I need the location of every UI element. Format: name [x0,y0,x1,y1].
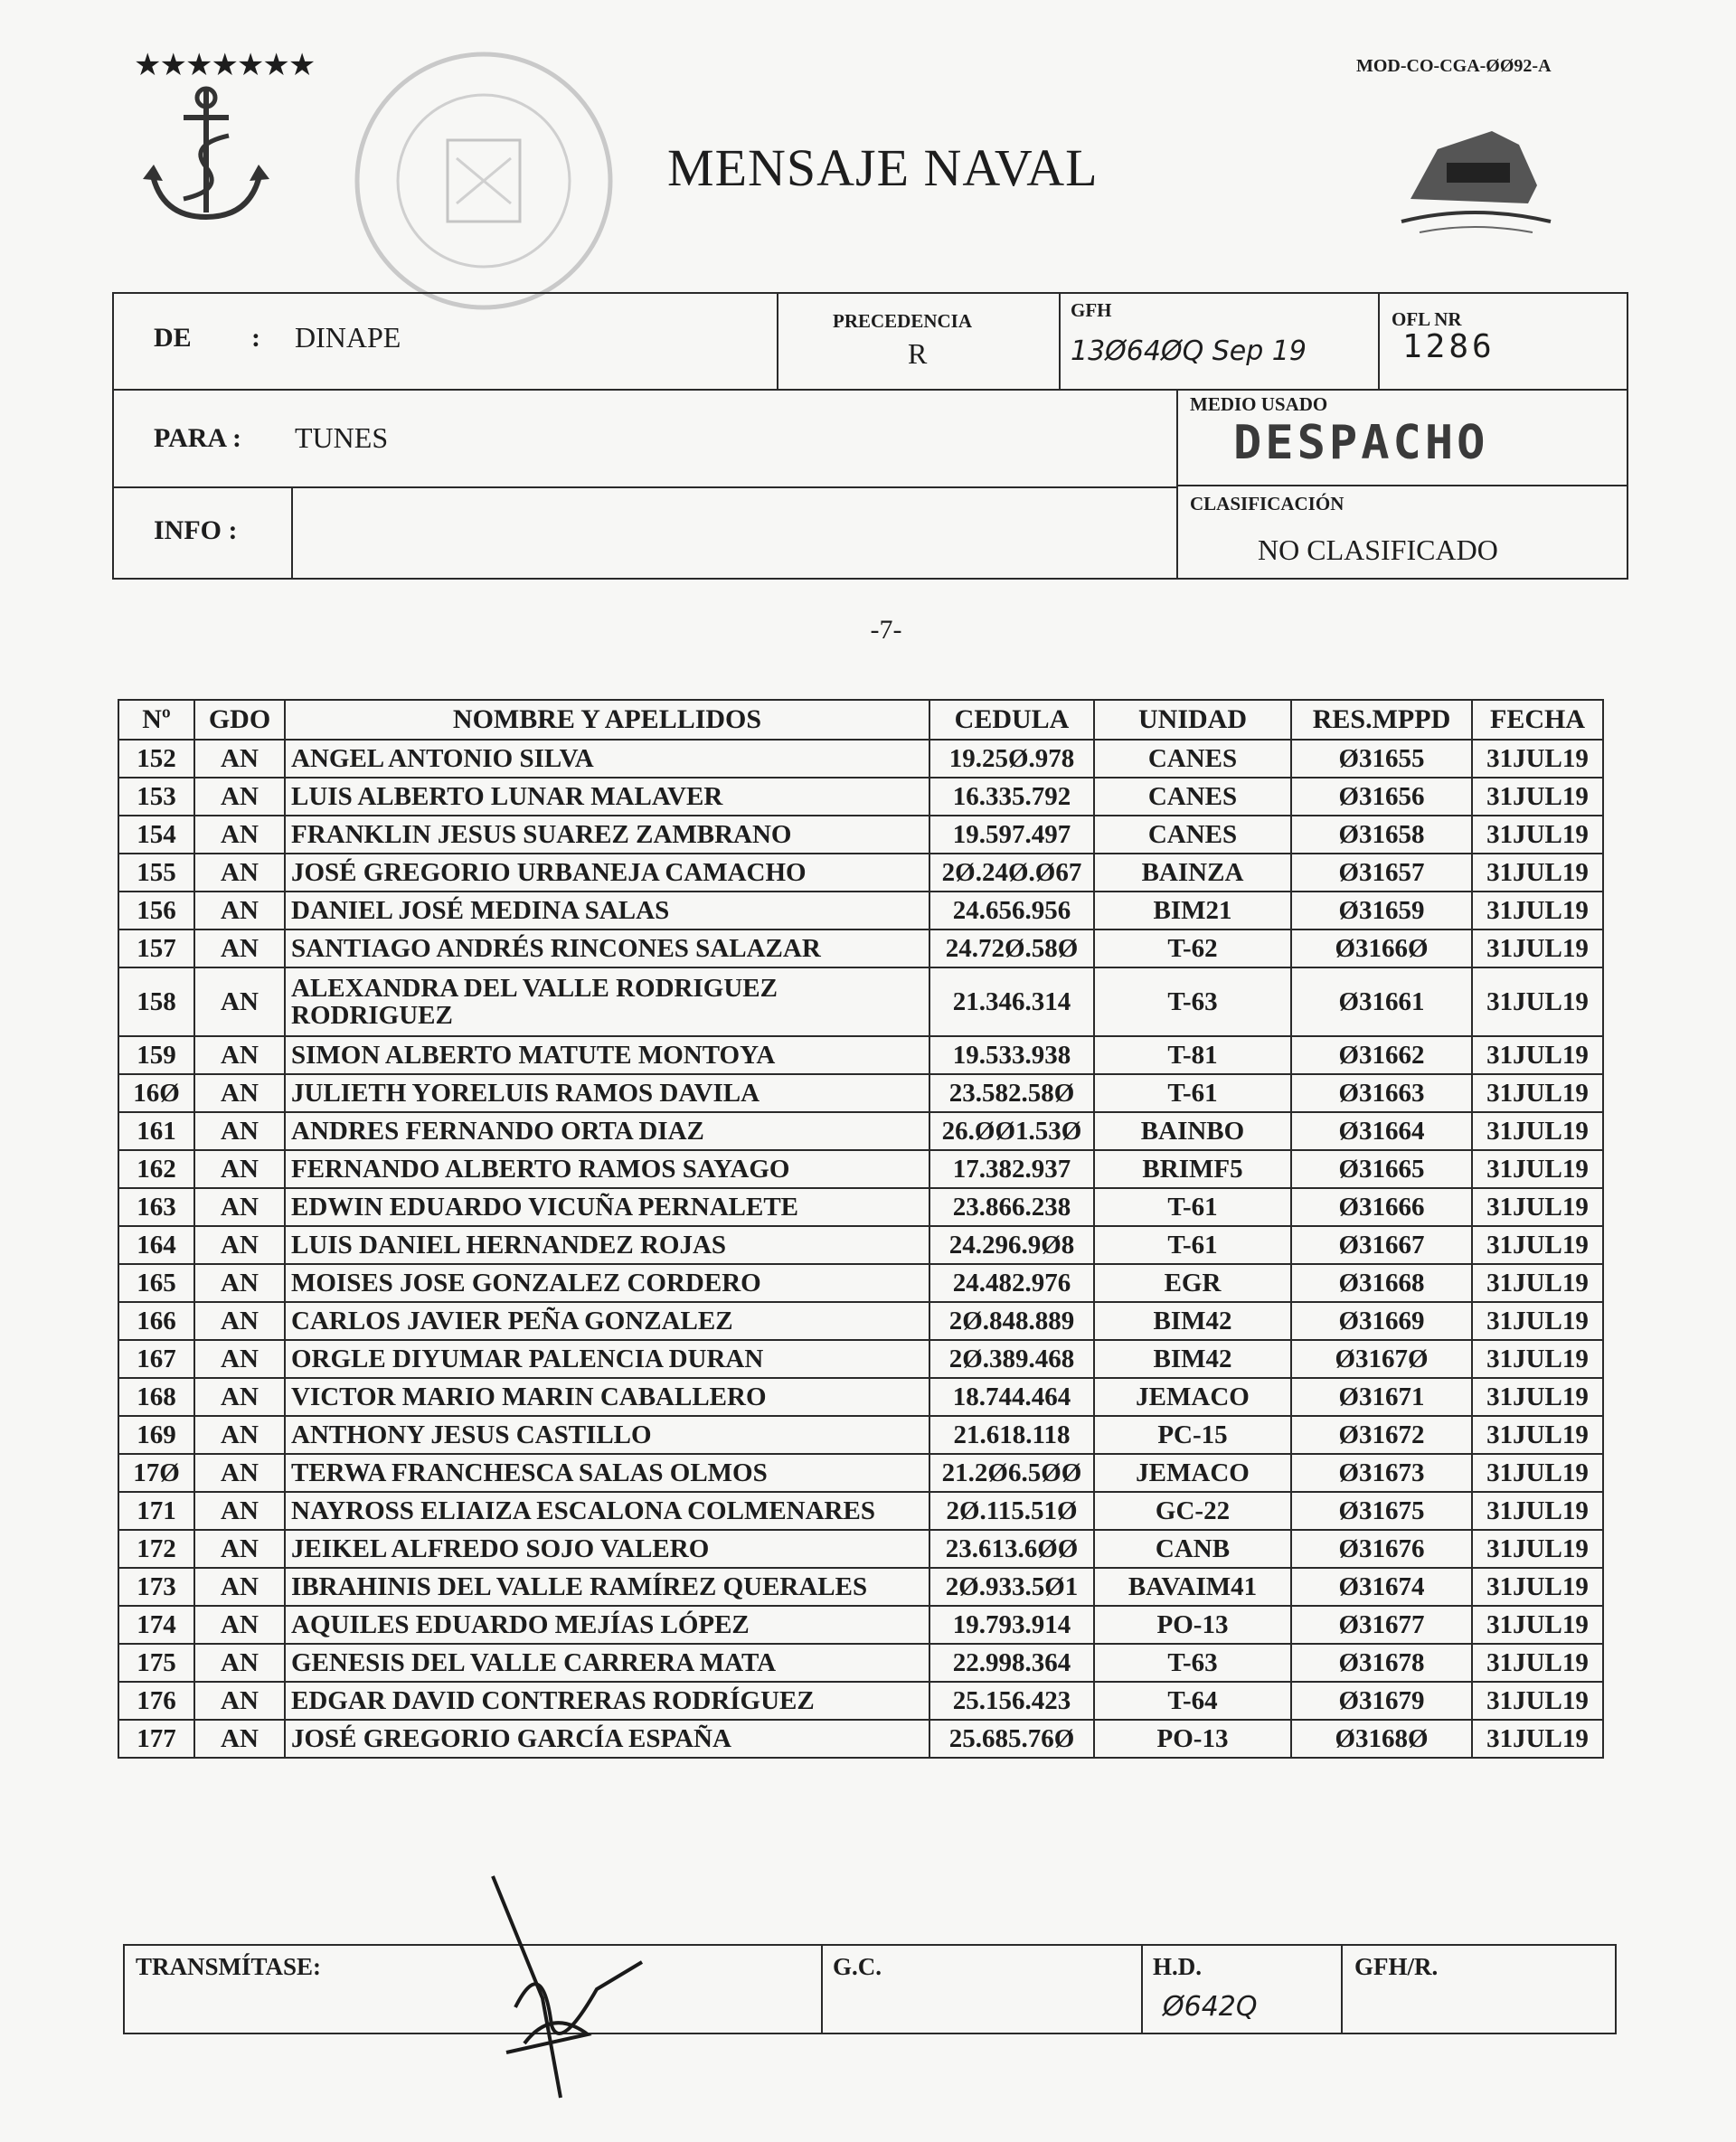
row-unit: T-61 [1094,1074,1291,1112]
row-date: 31JUL19 [1472,1264,1603,1302]
message-header-form [112,292,1628,580]
table-row [118,816,1603,854]
row-unit: BIM21 [1094,892,1291,929]
row-name: DANIEL JOSÉ MEDINA SALAS [285,892,929,929]
header-number: Nº [118,700,194,740]
row-name: JOSÉ GREGORIO GARCÍA ESPAÑA [285,1720,929,1758]
row-grade: AN [194,1340,285,1378]
row-grade: AN [194,854,285,892]
row-cedula: 23.582.58Ø [929,1074,1094,1112]
document-code: MOD-CO-CGA-ØØ92-A [1356,56,1552,76]
row-grade: AN [194,1530,285,1568]
document-title: MENSAJE NAVAL [667,138,1099,197]
row-date: 31JUL19 [1472,1606,1603,1644]
row-cedula: 21.618.118 [929,1416,1094,1454]
table-row [118,854,1603,892]
row-unit: BAINBO [1094,1112,1291,1150]
row-cedula: 19.793.914 [929,1606,1094,1644]
row-resolution: Ø31671 [1291,1378,1472,1416]
row-number: 152 [118,740,194,778]
row-grade: AN [194,740,285,778]
header-unit: UNIDAD [1094,700,1291,740]
row-grade: AN [194,892,285,929]
gc-label: G.C. [833,1953,882,1980]
table-row [118,1568,1603,1606]
row-date: 31JUL19 [1472,1188,1603,1226]
row-resolution: Ø31666 [1291,1188,1472,1226]
row-resolution: Ø31667 [1291,1226,1472,1264]
ofl-nr-label: OFL NR [1392,308,1462,330]
row-unit: PO-13 [1094,1606,1291,1644]
row-number: 175 [118,1644,194,1682]
row-grade: AN [194,1644,285,1682]
row-resolution: Ø31675 [1291,1492,1472,1530]
row-unit: T-61 [1094,1188,1291,1226]
row-name: NAYROSS ELIAIZA ESCALONA COLMENARES [285,1492,929,1530]
row-grade: AN [194,1264,285,1302]
header-cedula: CEDULA [929,700,1094,740]
row-unit: T-81 [1094,1036,1291,1074]
row-resolution: Ø31655 [1291,740,1472,778]
row-number: 173 [118,1568,194,1606]
gfh-value: 13Ø64ØQ Sep 19 [1071,335,1307,367]
row-cedula: 2Ø.389.468 [929,1340,1094,1378]
row-number: 169 [118,1416,194,1454]
row-name: MOISES JOSE GONZALEZ CORDERO [285,1264,929,1302]
row-grade: AN [194,1112,285,1150]
row-unit: BIM42 [1094,1302,1291,1340]
ofl-nr-value: 1286 [1402,328,1495,365]
row-resolution: Ø31662 [1291,1036,1472,1074]
row-cedula: 21.346.314 [929,967,1094,1036]
row-number: 176 [118,1682,194,1720]
row-cedula: 19.533.938 [929,1036,1094,1074]
row-grade: AN [194,1188,285,1226]
row-cedula: 22.998.364 [929,1644,1094,1682]
row-date: 31JUL19 [1472,1074,1603,1112]
row-cedula: 2Ø.933.5Ø1 [929,1568,1094,1606]
para-label: PARA : [154,423,241,453]
medio-usado-stamp: DESPACHO [1233,416,1489,470]
clasificacion-label: CLASIFICACIÓN [1190,493,1344,514]
row-cedula: 24.656.956 [929,892,1094,929]
row-resolution: Ø31679 [1291,1682,1472,1720]
row-number: 172 [118,1530,194,1568]
row-resolution: Ø31673 [1291,1454,1472,1492]
row-resolution: Ø31659 [1291,892,1472,929]
table-row [118,1150,1603,1188]
row-cedula: 23.613.6ØØ [929,1530,1094,1568]
header-grade: GDO [194,700,285,740]
row-date: 31JUL19 [1472,1302,1603,1340]
row-number: 16Ø [118,1074,194,1112]
row-name: VICTOR MARIO MARIN CABALLERO [285,1378,929,1416]
personnel-table [118,699,1604,1759]
row-date: 31JUL19 [1472,1568,1603,1606]
row-unit: T-63 [1094,1644,1291,1682]
row-grade: AN [194,1454,285,1492]
clasificacion-value: NO CLASIFICADO [1258,533,1498,566]
row-date: 31JUL19 [1472,1720,1603,1758]
hd-value: Ø642Q [1163,1991,1258,2023]
row-number: 159 [118,1036,194,1074]
row-resolution: Ø31665 [1291,1150,1472,1188]
row-name: ANGEL ANTONIO SILVA [285,740,929,778]
row-resolution: Ø3166Ø [1291,929,1472,967]
row-unit: PO-13 [1094,1720,1291,1758]
gfhr-label: GFH/R. [1354,1953,1439,1980]
table-row [118,1264,1603,1302]
header-name: NOMBRE Y APELLIDOS [285,700,929,740]
row-grade: AN [194,1568,285,1606]
table-row [118,1644,1603,1682]
row-cedula: 18.744.464 [929,1378,1094,1416]
row-unit: T-62 [1094,929,1291,967]
row-number: 162 [118,1150,194,1188]
row-number: 161 [118,1112,194,1150]
row-unit: BAINZA [1094,854,1291,892]
row-name: LUIS DANIEL HERNANDEZ ROJAS [285,1226,929,1264]
row-resolution: Ø3167Ø [1291,1340,1472,1378]
row-grade: AN [194,816,285,854]
official-stamp [348,45,619,316]
row-unit: BAVAIM41 [1094,1568,1291,1606]
row-unit: T-63 [1094,967,1291,1036]
row-name: ALEXANDRA DEL VALLE RODRIGUEZ RODRIGUEZ [285,967,929,1036]
row-cedula: 17.382.937 [929,1150,1094,1188]
row-resolution: Ø31658 [1291,816,1472,854]
table-row [118,1188,1603,1226]
de-value: DINAPE [295,321,401,354]
row-name: GENESIS DEL VALLE CARRERA MATA [285,1644,929,1682]
row-resolution: Ø31672 [1291,1416,1472,1454]
row-date: 31JUL19 [1472,929,1603,967]
row-number: 158 [118,967,194,1036]
row-grade: AN [194,1226,285,1264]
row-unit: T-61 [1094,1226,1291,1264]
row-number: 168 [118,1378,194,1416]
row-resolution: Ø31678 [1291,1644,1472,1682]
handwritten-signature [488,1872,651,2116]
row-name: IBRAHINIS DEL VALLE RAMÍREZ QUERALES [285,1568,929,1606]
row-cedula: 24.482.976 [929,1264,1094,1302]
table-row [118,1112,1603,1150]
row-unit: T-64 [1094,1682,1291,1720]
row-unit: CANB [1094,1530,1291,1568]
row-resolution: Ø31664 [1291,1112,1472,1150]
row-name: AQUILES EDUARDO MEJÍAS LÓPEZ [285,1606,929,1644]
de-colon: : [251,323,260,353]
row-number: 156 [118,892,194,929]
row-resolution: Ø31661 [1291,967,1472,1036]
row-date: 31JUL19 [1472,1378,1603,1416]
row-date: 31JUL19 [1472,1112,1603,1150]
row-name: SIMON ALBERTO MATUTE MONTOYA [285,1036,929,1074]
row-number: 153 [118,778,194,816]
table-header-row [118,700,1603,740]
row-name: ANDRES FERNANDO ORTA DIAZ [285,1112,929,1150]
row-date: 31JUL19 [1472,1492,1603,1530]
row-resolution: Ø31668 [1291,1264,1472,1302]
row-date: 31JUL19 [1472,854,1603,892]
table-row [118,1530,1603,1568]
row-name: JULIETH YORELUIS RAMOS DAVILA [285,1074,929,1112]
row-name: FRANKLIN JESUS SUAREZ ZAMBRANO [285,816,929,854]
row-name: ANTHONY JESUS CASTILLO [285,1416,929,1454]
row-name: TERWA FRANCHESCA SALAS OLMOS [285,1454,929,1492]
hd-label: H.D. [1153,1953,1202,1980]
row-date: 31JUL19 [1472,1226,1603,1264]
row-cedula: 2Ø.24Ø.Ø67 [929,854,1094,892]
gfh-label: GFH [1071,299,1112,321]
row-cedula: 2Ø.848.889 [929,1302,1094,1340]
row-cedula: 24.296.9Ø8 [929,1226,1094,1264]
row-cedula: 25.685.76Ø [929,1720,1094,1758]
row-resolution: Ø31677 [1291,1606,1472,1644]
table-row [118,1340,1603,1378]
row-name: EDWIN EDUARDO VICUÑA PERNALETE [285,1188,929,1226]
row-unit: EGR [1094,1264,1291,1302]
row-grade: AN [194,1606,285,1644]
table-row [118,1378,1603,1416]
header-resolution: RES.MPPD [1291,700,1472,740]
row-number: 174 [118,1606,194,1644]
row-name: JOSÉ GREGORIO URBANEJA CAMACHO [285,854,929,892]
row-unit: JEMACO [1094,1454,1291,1492]
row-resolution: Ø3168Ø [1291,1720,1472,1758]
row-grade: AN [194,778,285,816]
table-row [118,929,1603,967]
header-date: FECHA [1472,700,1603,740]
row-date: 31JUL19 [1472,967,1603,1036]
row-cedula: 16.335.792 [929,778,1094,816]
row-cedula: 26.ØØ1.53Ø [929,1112,1094,1150]
row-date: 31JUL19 [1472,740,1603,778]
transmitase-label: TRANSMÍTASE: [136,1953,322,1980]
table-row [118,778,1603,816]
row-date: 31JUL19 [1472,1036,1603,1074]
row-date: 31JUL19 [1472,1416,1603,1454]
row-grade: AN [194,1416,285,1454]
table-row [118,1606,1603,1644]
medio-usado-label: MEDIO USADO [1190,393,1328,415]
row-name: EDGAR DAVID CONTRERAS RODRÍGUEZ [285,1682,929,1720]
anchor-logo-icon [134,81,278,235]
table-row [118,1492,1603,1530]
row-resolution: Ø31674 [1291,1568,1472,1606]
table-row [118,967,1603,1036]
row-date: 31JUL19 [1472,1340,1603,1378]
row-name: SANTIAGO ANDRÉS RINCONES SALAZAR [285,929,929,967]
table-row [118,1302,1603,1340]
row-resolution: Ø31657 [1291,854,1472,892]
row-unit: CANES [1094,816,1291,854]
para-value: TUNES [295,421,389,454]
row-cedula: 25.156.423 [929,1682,1094,1720]
row-date: 31JUL19 [1472,1150,1603,1188]
row-number: 157 [118,929,194,967]
row-grade: AN [194,1378,285,1416]
row-number: 164 [118,1226,194,1264]
row-grade: AN [194,1492,285,1530]
row-resolution: Ø31656 [1291,778,1472,816]
row-name: ORGLE DIYUMAR PALENCIA DURAN [285,1340,929,1378]
table-row [118,1416,1603,1454]
de-label: DE [154,323,192,353]
row-unit: BRIMF5 [1094,1150,1291,1188]
row-grade: AN [194,1682,285,1720]
row-name: CARLOS JAVIER PEÑA GONZALEZ [285,1302,929,1340]
row-cedula: 23.866.238 [929,1188,1094,1226]
row-cedula: 21.2Ø6.5ØØ [929,1454,1094,1492]
row-number: 177 [118,1720,194,1758]
row-unit: BIM42 [1094,1340,1291,1378]
row-grade: AN [194,1150,285,1188]
row-unit: GC-22 [1094,1492,1291,1530]
row-number: 167 [118,1340,194,1378]
page-number: -7- [870,615,902,645]
table-row [118,1036,1603,1074]
row-date: 31JUL19 [1472,892,1603,929]
table-row [118,740,1603,778]
row-date: 31JUL19 [1472,1454,1603,1492]
row-number: 154 [118,816,194,854]
row-name: LUIS ALBERTO LUNAR MALAVER [285,778,929,816]
row-name: FERNANDO ALBERTO RAMOS SAYAGO [285,1150,929,1188]
row-cedula: 19.597.497 [929,816,1094,854]
precedencia-label: PRECEDENCIA [833,310,973,332]
table-row [118,1720,1603,1758]
row-date: 31JUL19 [1472,778,1603,816]
bicentennial-logo-icon [1383,113,1564,240]
row-grade: AN [194,967,285,1036]
row-grade: AN [194,1720,285,1758]
row-date: 31JUL19 [1472,1530,1603,1568]
row-number: 163 [118,1188,194,1226]
table-row [118,1226,1603,1264]
row-number: 171 [118,1492,194,1530]
row-resolution: Ø31676 [1291,1530,1472,1568]
transmission-footer-form [123,1944,1617,2034]
table-row [118,892,1603,929]
row-date: 31JUL19 [1472,816,1603,854]
row-cedula: 19.25Ø.978 [929,740,1094,778]
star-arc-icon: ★★★★★★★ [134,49,315,82]
table-row [118,1454,1603,1492]
row-unit: CANES [1094,778,1291,816]
row-grade: AN [194,1036,285,1074]
row-cedula: 2Ø.115.51Ø [929,1492,1094,1530]
row-number: 155 [118,854,194,892]
precedencia-value: R [908,337,928,370]
table-row [118,1074,1603,1112]
row-grade: AN [194,1302,285,1340]
row-grade: AN [194,1074,285,1112]
row-number: 17Ø [118,1454,194,1492]
row-unit: CANES [1094,740,1291,778]
row-resolution: Ø31663 [1291,1074,1472,1112]
row-resolution: Ø31669 [1291,1302,1472,1340]
row-grade: AN [194,929,285,967]
row-cedula: 24.72Ø.58Ø [929,929,1094,967]
table-row [118,1682,1603,1720]
row-number: 166 [118,1302,194,1340]
row-name: JEIKEL ALFREDO SOJO VALERO [285,1530,929,1568]
info-label: INFO : [154,515,238,545]
row-date: 31JUL19 [1472,1644,1603,1682]
row-date: 31JUL19 [1472,1682,1603,1720]
row-unit: JEMACO [1094,1378,1291,1416]
row-unit: PC-15 [1094,1416,1291,1454]
row-number: 165 [118,1264,194,1302]
